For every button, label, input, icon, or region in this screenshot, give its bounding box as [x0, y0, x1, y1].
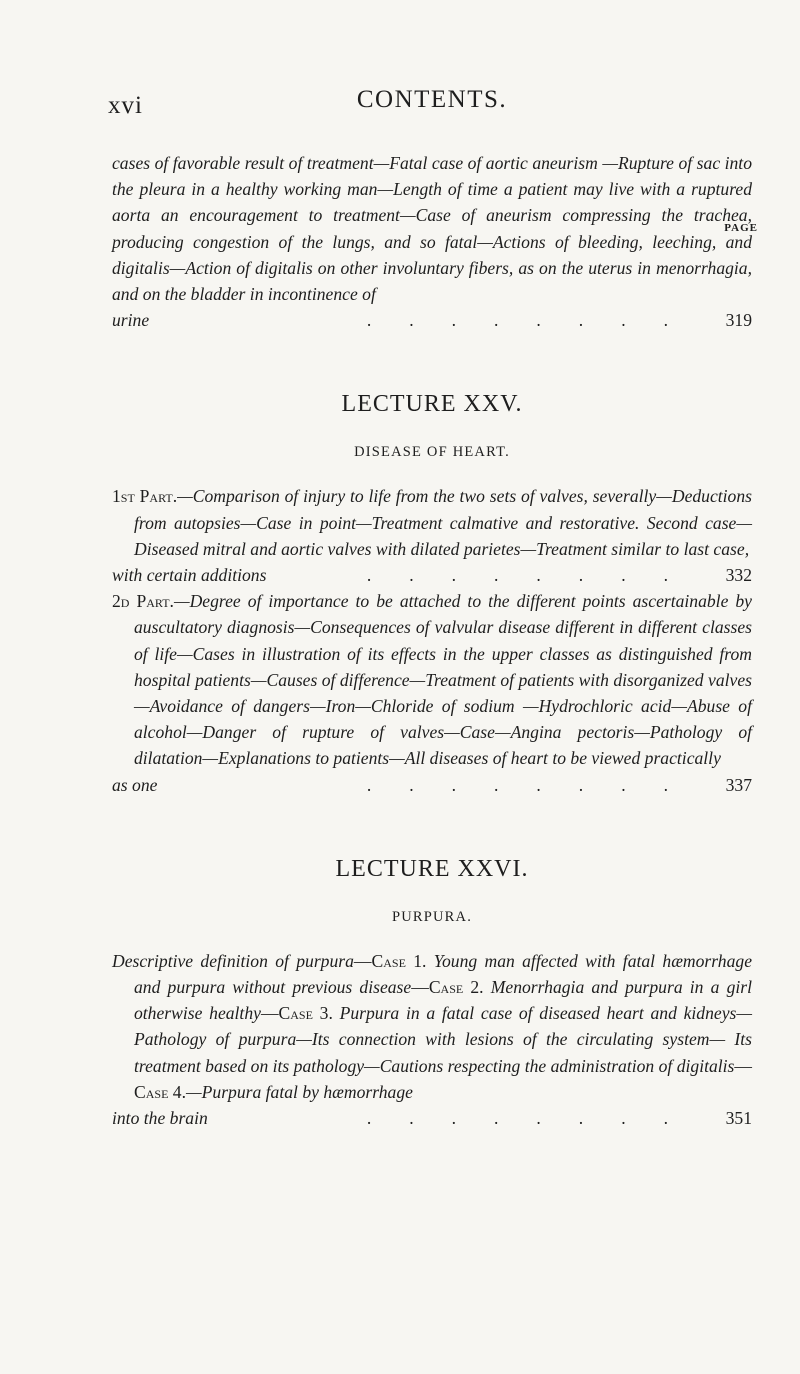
- contents-entry: [112, 588, 752, 798]
- running-title: CONTENTS.: [356, 86, 508, 113]
- entry-last-line: [112, 1105, 752, 1131]
- entry-text: —Comparison of injury to life from the two sets of valves, severally—Deductions from autopsies—Case in point—Treatment calmative and restorative. Second case—Diseased mitral and aortic valves with dilated parietes—Treatment similar to last case,: [134, 486, 752, 559]
- entry-last-line: [112, 307, 752, 333]
- entry-last-line: [112, 772, 752, 798]
- entry-tail: with certain additions: [112, 565, 267, 586]
- entry-text: Menorrhagia and purpura in a girl otherwise healthy: [134, 977, 752, 1024]
- dot-leader: ........: [366, 1108, 706, 1129]
- entry-text: Young man affected with fatal hæmorrhage and purpura without previous disease: [134, 950, 753, 998]
- entry-text: cases of favorable result of treatment—Fatal case of aortic aneurism —Rupture of sac into the pleura in a healthy working man—Length of time a patient may live with a ruptured aorta an encouragement to treatment—Case of aneurism compressing the trachea, producing congestion of the lungs, and so fatal—Actions of bleeding, leeching, and digitalis—Action of digitalis on other involuntary fibers, as on the uterus in menorrhagia, and on the bladder in incontinence of: [112, 153, 752, 305]
- lecture-heading: LECTURE XXV.: [341, 391, 523, 418]
- entry-text: —Case 3.: [260, 1003, 333, 1024]
- dot-leader: ........: [366, 310, 706, 331]
- entry-text: —Purpura fatal by hæmorrhage: [186, 1081, 413, 1102]
- entry-text: Descriptive definition of purpura: [112, 950, 354, 971]
- lecture-subject: PURPURA.: [391, 908, 473, 925]
- entry-page-number: 319: [725, 310, 752, 331]
- entry-text: —Degree of importance to be attached to the different points ascertainable by auscultatory diagnosis—Consequences of valvular disease different in different classes of life—Cases in illustration of its effects in the upper classes as distinguished from hospital patients—Causes of difference—Treatment of patients with disorganized valves—Avoidance of dangers—Iron—Chloride of sodium —Hydrochloric acid—Abuse of alcohol—Danger of rupture of valves—Case—Angina pectoris—Pathology of dilatation—Explanations to patients—All diseases of heart to be viewed practically: [134, 591, 752, 769]
- entry-text: —Case 4.: [134, 1055, 752, 1102]
- contents-entry: [112, 150, 752, 333]
- contents-entry: [112, 483, 752, 588]
- entry-page-number: 351: [725, 1108, 752, 1129]
- page-column-label: PAGE: [724, 222, 758, 234]
- dot-leader: ........: [366, 774, 706, 795]
- dot-leader: ........: [366, 565, 706, 586]
- entry-page-number: 337: [725, 774, 752, 795]
- entry-tail: urine: [112, 310, 150, 331]
- contents-entry: [112, 948, 752, 1131]
- lecture-subject: DISEASE OF HEART.: [354, 444, 510, 461]
- entry-text: —Case 1.: [353, 950, 427, 971]
- entry-text: 2d Part.: [112, 591, 174, 612]
- entry-text: —Case 2.: [411, 977, 484, 998]
- entry-last-line: [112, 562, 752, 588]
- entry-text: Purpura in a fatal case of diseased heart and kidneys—Pathology of purpura—Its connection with lesions of the circulating system— Its treatment based on its pathology—Cautions respecting the administration of digitalis: [134, 1003, 752, 1076]
- entry-page-number: 332: [725, 565, 752, 586]
- entry-text: 1st Part.: [112, 486, 178, 507]
- page-number: xvi: [108, 92, 143, 119]
- entry-tail: into the brain: [112, 1108, 208, 1129]
- entry-tail: as one: [112, 774, 158, 795]
- contents-body: [112, 150, 752, 1131]
- lecture-heading: LECTURE XXVI.: [335, 855, 529, 882]
